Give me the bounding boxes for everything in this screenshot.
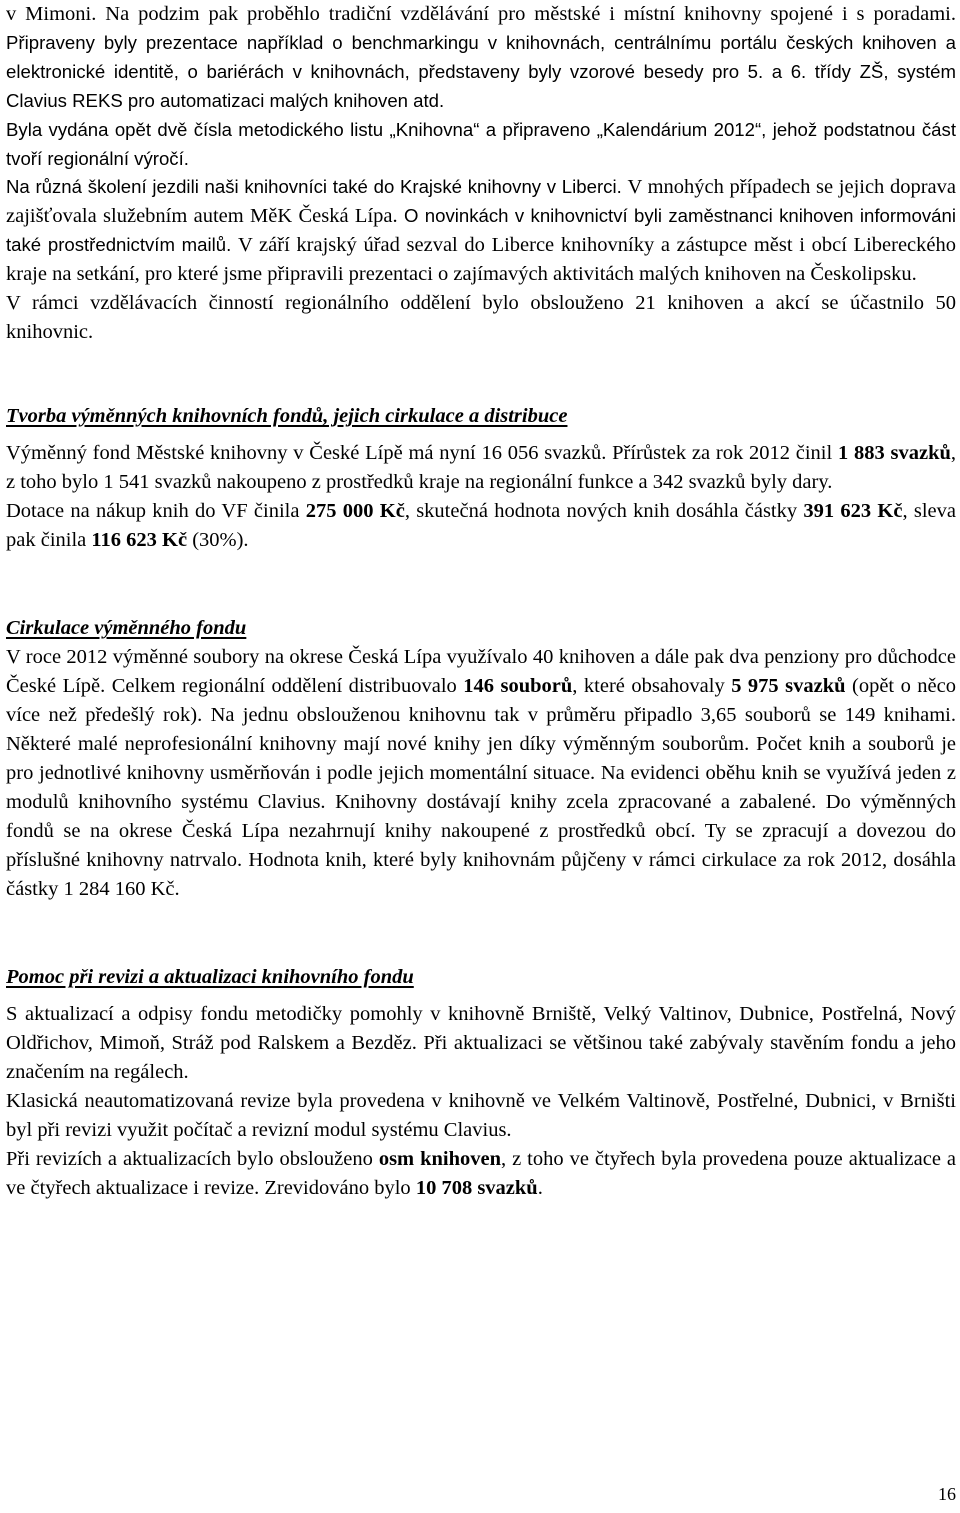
text-run: , z toho ve čtyřech byla provedena pouze aktualizace a ve čtyřech aktualizace i revize. Zrevidováno bylo [6,1147,957,1199]
bold-value: 275 000 Kč [305,499,405,522]
text-run: Výměnný fond Městské knihovny v České Lípě má nyní 16 056 svazků. Přírůstek za rok 2012 činil [6,441,838,464]
text-run: v Mimoni. Na podzim pak proběhlo tradiční vzdělávání pro městské i místní knihovny spojené i s poradami. [6,3,956,25]
text-run: Při revizích a aktualizacích bylo obslouženo [6,1147,379,1170]
bold-value: 116 623 Kč [91,528,188,551]
paragraph-tvorba-1 [6,439,956,497]
text-run: V mnohých případech se jejich doprava zajišťovala služebním autem MěK Česká Lípa. [6,176,956,228]
bold-value: 5 975 svazků [731,675,846,698]
document-page [6,0,956,1203]
bold-value: 391 623 Kč [803,499,903,522]
paragraph-cirkulace-1 [6,643,956,903]
paragraph-tvorba-2 [6,497,956,555]
section-heading-pomoc: Pomoc při revizi a aktualizaci knihovního fondu [6,966,414,989]
section-heading-tvorba: Tvorba výměnných knihovních fondů, jejich cirkulace a distribuce [6,404,568,427]
text-run-sans: O novinkách v knihovnictví byli zaměstnanci knihoven informováni také prostřednictvím mailů. [6,205,956,256]
bold-value: osm knihoven [378,1147,502,1170]
bold-value: 10 708 svazků [415,1176,538,1199]
text-run: . [537,1176,543,1199]
text-run: Dotace na nákup knih do VF činila [6,499,306,522]
paragraph-intro-2: Byla vydána opět dvě čísla metodického listu „Knihovna“ a připraveno „Kalendárium 2012“, jehož podstatnou část tvoří regionální výročí. [6,118,956,169]
text-run: (opět o něco více než předešlý rok). Na jednu obslouženou knihovnu tak v průměru připadlo 3,65 souborů se 149 knihami. Některé malé neprofesionální knihovny mají nové knihy jen díky výměnným souborům. Počet knih a souborů je pro jednotlivé knihovny usměrňován i podle jejich momentální situace. Na evidenci oběhu knih se využívá jeden z modulů knihovního systému Clavius. Knihovny dostávají knihy zcela zpracované a zabalené. Do výměnných fondů se na okrese Česká Lípa nezahrnují knihy nakoupené z prostředků obcí. Ty se zpracují a dovezou do příslušné knihovny natrvalo. Hodnota knih, které byly knihovnám půjčeny v rámci cirkulace za rok 2012, dosáhla částky 1 284 160 Kč. [6,675,957,900]
text-run: V září krajský úřad sezval do Liberce knihovníky a zástupce měst i obcí Libereckého kraje na setkání, pro které jsme připravili prezentaci o zajímavých aktivitách malých knihoven na Českolipsku. [6,234,956,286]
paragraph-intro-1 [6,0,956,116]
text-run: , skutečná hodnota nových knih dosáhla částky [404,499,804,522]
page-number: 16 [938,1484,956,1504]
text-run: (30%). [187,528,249,551]
text-run-sans: Připraveny byly prezentace například o benchmarkingu v knihovnách, centrálnímu portálu českých knihoven a elektronické identitě, o bariérách v knihovnách, představeny byly vzorové besedy pro 5. a 6. třídy ZŠ, systém Clavius REKS pro automatizaci malých knihoven atd. [6,31,956,111]
text-run: V roce 2012 výměnné soubory na okrese Česká Lípa využívalo 40 knihoven a dále pak dva penziony pro důchodce České Lípě. Celkem regionální oddělení distribuovalo [6,646,956,698]
text-run-sans: Na různá školení jezdili naši knihovníci také do Krajské knihovny v Liberci. [6,176,628,198]
text-run: , které obsahovaly [572,675,732,698]
text-run: , z toho bylo 1 541 svazků nakoupeno z prostředků kraje na regionální funkce a 342 svazků byly dary. [6,441,956,493]
paragraph-pomoc-1: S aktualizací a odpisy fondu metodičky pomohly v knihovně Brniště, Velký Valtinov, Dubnice, Postřelná, Nový Oldřichov, Mimoň, Stráž pod Ralskem a Bezděz. Při aktualizaci se většinou také zabývaly stavěním fondu a jeho značením na regálech. [6,1003,956,1084]
text-run: , sleva pak činila [6,499,957,551]
paragraph-intro-4: V rámci vzdělávacích činností regionálního oddělení bylo obslouženo 21 knihoven a akcí se účastnilo 50 knihovnic. [6,292,956,343]
bold-value: 146 souborů [463,675,573,698]
bold-value: 1 883 svazků [837,441,951,464]
paragraph-intro-3 [6,173,956,289]
paragraph-pomoc-3 [6,1145,956,1203]
paragraph-pomoc-2: Klasická neautomatizovaná revize byla provedena v knihovně ve Velkém Valtinově, Postřelné, Dubnici, v Brništi byl při revizi využit počítač a revizní modul systému Clavius. [6,1090,956,1141]
section-heading-cirkulace: Cirkulace výměnného fondu [6,617,247,640]
